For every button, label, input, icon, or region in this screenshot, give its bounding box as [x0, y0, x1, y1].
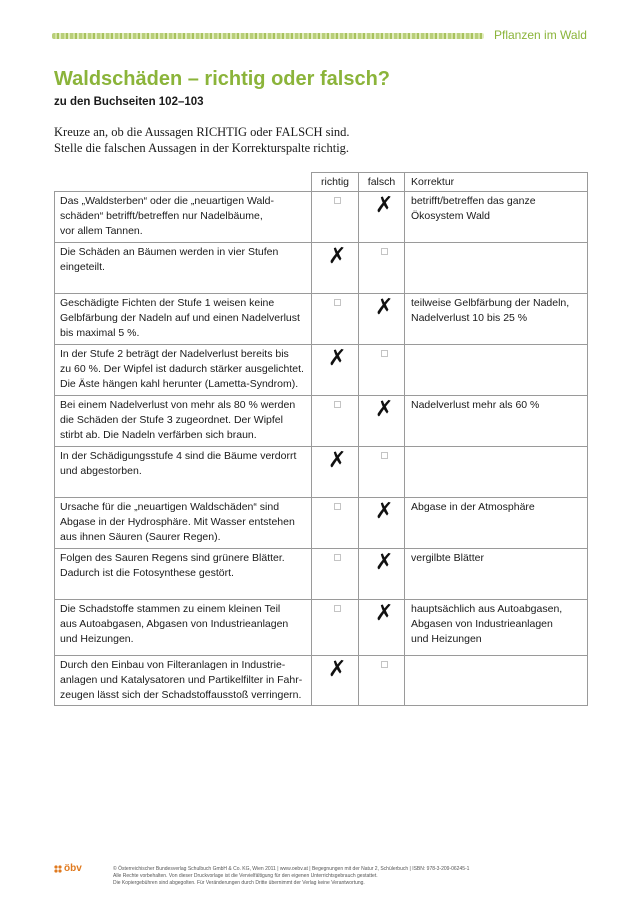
checkbox-icon[interactable]	[334, 299, 341, 306]
richtig-cell[interactable]	[312, 656, 359, 706]
table-row	[55, 447, 588, 498]
falsch-cell[interactable]	[359, 498, 405, 549]
statement-line: vor allem Tannen.	[60, 225, 143, 237]
statement-line: bis maximal 5 %.	[60, 327, 140, 339]
statement-line: Bei einem Nadelverlust von mehr als 80 % werden	[60, 399, 296, 411]
table-row	[55, 549, 588, 600]
checkbox-icon[interactable]	[381, 661, 388, 668]
falsch-cell[interactable]	[359, 345, 405, 396]
checkbox-icon[interactable]	[381, 452, 388, 459]
falsch-cell[interactable]	[359, 600, 405, 656]
logo-text: öbv	[64, 863, 82, 874]
richtig-cell[interactable]	[312, 600, 359, 656]
checkbox-icon[interactable]	[334, 605, 341, 612]
checkbox-icon[interactable]	[381, 248, 388, 255]
statement-line: Durch den Einbau von Filteranlagen in Industrie-	[60, 659, 286, 671]
checkbox-icon[interactable]	[334, 401, 341, 408]
correction-line: Abgasen von Industrieanlagen	[411, 618, 553, 630]
falsch-cell[interactable]	[359, 549, 405, 600]
cross-mark-icon: ✗	[375, 397, 394, 422]
table-row	[55, 192, 588, 243]
cross-mark-icon: ✗	[328, 346, 347, 371]
falsch-cell[interactable]	[359, 396, 405, 447]
falsch-cell[interactable]	[359, 656, 405, 706]
instructions	[54, 124, 574, 156]
statement-line: aus Autoabgasen, Abgasen von Industrieanlagen	[60, 618, 289, 630]
cross-mark-icon: ✗	[328, 448, 347, 473]
checkbox-icon[interactable]	[381, 350, 388, 357]
correction-line: teilweise Gelbfärbung der Nadeln,	[411, 297, 570, 309]
statement-cell	[55, 294, 312, 345]
statement-cell	[55, 447, 312, 498]
richtig-cell[interactable]	[312, 294, 359, 345]
table-row	[55, 243, 588, 294]
table-header-row	[55, 173, 588, 192]
correction-cell[interactable]	[405, 656, 588, 706]
correction-cell[interactable]	[405, 192, 588, 243]
table-row	[55, 600, 588, 656]
statement-line: Gelbfärbung der Nadeln auf und einen Nadelverlust	[60, 312, 300, 324]
statement-line: stirbt ab. Die Nadeln verfärben sich braun.	[60, 429, 257, 441]
correction-line: betrifft/betreffen das ganze	[411, 195, 536, 207]
header-blank-cell	[55, 173, 312, 192]
checkbox-icon[interactable]	[334, 554, 341, 561]
table-row	[55, 396, 588, 447]
statement-line: Folgen des Sauren Regens sind grünere Blätter.	[60, 552, 285, 564]
table-row	[55, 656, 588, 706]
falsch-cell[interactable]	[359, 192, 405, 243]
falsch-cell[interactable]	[359, 447, 405, 498]
statement-line: eingeteilt.	[60, 261, 105, 273]
page-subtitle: zu den Buchseiten 102–103	[54, 96, 204, 108]
table-row	[55, 345, 588, 396]
statement-line: und Heizungen.	[60, 633, 134, 645]
statement-cell	[55, 498, 312, 549]
richtig-cell[interactable]	[312, 498, 359, 549]
statement-line: Abgase in der Hydrosphäre. Mit Wasser entstehen	[60, 516, 295, 528]
richtig-cell[interactable]	[312, 345, 359, 396]
correction-line: Nadelverlust 10 bis 25 %	[411, 312, 528, 324]
cross-mark-icon: ✗	[375, 499, 394, 524]
correction-line: Nadelverlust mehr als 60 %	[411, 399, 540, 411]
statement-line: Die Äste hängen kahl herunter (Lametta-Syndrom).	[60, 378, 299, 390]
correction-line: Ökosystem Wald	[411, 210, 490, 222]
correction-cell[interactable]	[405, 447, 588, 498]
footer-line: Alle Rechte vorbehalten. Von dieser Druckvorlage ist die Vervielfältigung für den eigenen Unterrichtsgebrauch gestattet.	[113, 873, 378, 879]
correction-cell[interactable]	[405, 498, 588, 549]
statement-line: Geschädigte Fichten der Stufe 1 weisen keine	[60, 297, 275, 309]
richtig-cell[interactable]	[312, 192, 359, 243]
cross-mark-icon: ✗	[328, 244, 347, 269]
instruction-line: Kreuze an, ob die Aussagen RICHTIG oder FALSCH sind.	[54, 125, 350, 139]
correction-line: hauptsächlich aus Autoabgasen,	[411, 603, 563, 615]
statement-line: zeugen lässt sich der Schadstoffausstoß verringern.	[60, 689, 302, 701]
correction-line: vergilbte Blätter	[411, 552, 484, 564]
richtig-cell[interactable]	[312, 243, 359, 294]
checkbox-icon[interactable]	[334, 197, 341, 204]
correction-line: Abgase in der Atmosphäre	[411, 501, 535, 513]
statement-line: und abgestorben.	[60, 465, 142, 477]
cross-mark-icon: ✗	[375, 601, 394, 626]
cross-mark-icon: ✗	[328, 657, 347, 682]
footer-line: Die Kopiergebühren sind abgegolten. Für Veränderungen durch Dritte übernimmt der Verlag keine Verantwortung.	[113, 880, 365, 886]
column-header-falsch: falsch	[359, 173, 405, 192]
statement-line: zu 60 %. Der Wipfel ist dadurch stärker ausgelichtet.	[60, 363, 304, 375]
statement-line: Dadurch ist die Fotosynthese gestört.	[60, 567, 234, 579]
statement-line: In der Schädigungsstufe 4 sind die Bäume verdorrt	[60, 450, 297, 462]
correction-cell[interactable]	[405, 345, 588, 396]
statement-line: Die Schadstoffe stammen zu einem kleinen Teil	[60, 603, 281, 615]
richtig-cell[interactable]	[312, 447, 359, 498]
correction-cell[interactable]	[405, 549, 588, 600]
statement-line: In der Stufe 2 beträgt der Nadelverlust bereits bis	[60, 348, 289, 360]
page-title: Waldschäden – richtig oder falsch?	[54, 68, 390, 90]
correction-cell[interactable]	[405, 243, 588, 294]
table-row	[55, 294, 588, 345]
checkbox-icon[interactable]	[334, 503, 341, 510]
statement-cell	[55, 345, 312, 396]
column-header-korrektur: Korrektur	[405, 173, 588, 192]
correction-cell[interactable]	[405, 396, 588, 447]
statement-line: anlagen und Katalysatoren und Partikelfilter in Fahr-	[60, 674, 303, 686]
richtig-cell[interactable]	[312, 396, 359, 447]
footer-line: © Österreichischer Bundesverlag Schulbuch GmbH & Co. KG, Wien 2011 | www.oebv.at | Begegnungen mit der Natur 2, Schülerbuch | ISBN: 978-3-209-06245-1	[113, 866, 470, 872]
section-name: Pflanzen im Wald	[494, 28, 587, 42]
column-header-richtig: richtig	[312, 173, 359, 192]
correction-cell[interactable]	[405, 600, 588, 656]
statement-cell	[55, 656, 312, 706]
footer-copyright	[113, 866, 583, 887]
instruction-line: Stelle die falschen Aussagen in der Korrekturspalte richtig.	[54, 141, 350, 155]
publisher-logo	[54, 864, 94, 878]
statement-cell	[55, 549, 312, 600]
statement-line: Das „Waldsterben“ oder die „neuartigen Wald-	[60, 195, 274, 207]
correction-cell[interactable]	[405, 294, 588, 345]
falsch-cell[interactable]	[359, 294, 405, 345]
richtig-cell[interactable]	[312, 549, 359, 600]
header-decoration-bar	[52, 33, 484, 39]
cross-mark-icon: ✗	[375, 193, 394, 218]
falsch-cell[interactable]	[359, 243, 405, 294]
correction-line: und Heizungen	[411, 633, 482, 645]
statement-cell	[55, 396, 312, 447]
statement-line: schäden“ betrifft/betreffen nur Nadelbäume,	[60, 210, 263, 222]
statements-table	[54, 172, 588, 706]
cross-mark-icon: ✗	[375, 550, 394, 575]
statement-cell	[55, 192, 312, 243]
statement-line: die Schäden der Stufe 3 zugeordnet. Der Wipfel	[60, 414, 283, 426]
statement-line: aus ihnen Säuren (Saurer Regen).	[60, 531, 221, 543]
statement-cell	[55, 600, 312, 656]
statement-line: Die Schäden an Bäumen werden in vier Stufen	[60, 246, 279, 258]
statement-line: Ursache für die „neuartigen Waldschäden“ sind	[60, 501, 280, 513]
table-row	[55, 498, 588, 549]
statement-cell	[55, 243, 312, 294]
cross-mark-icon: ✗	[375, 295, 394, 320]
logo-mark-icon	[54, 865, 62, 873]
